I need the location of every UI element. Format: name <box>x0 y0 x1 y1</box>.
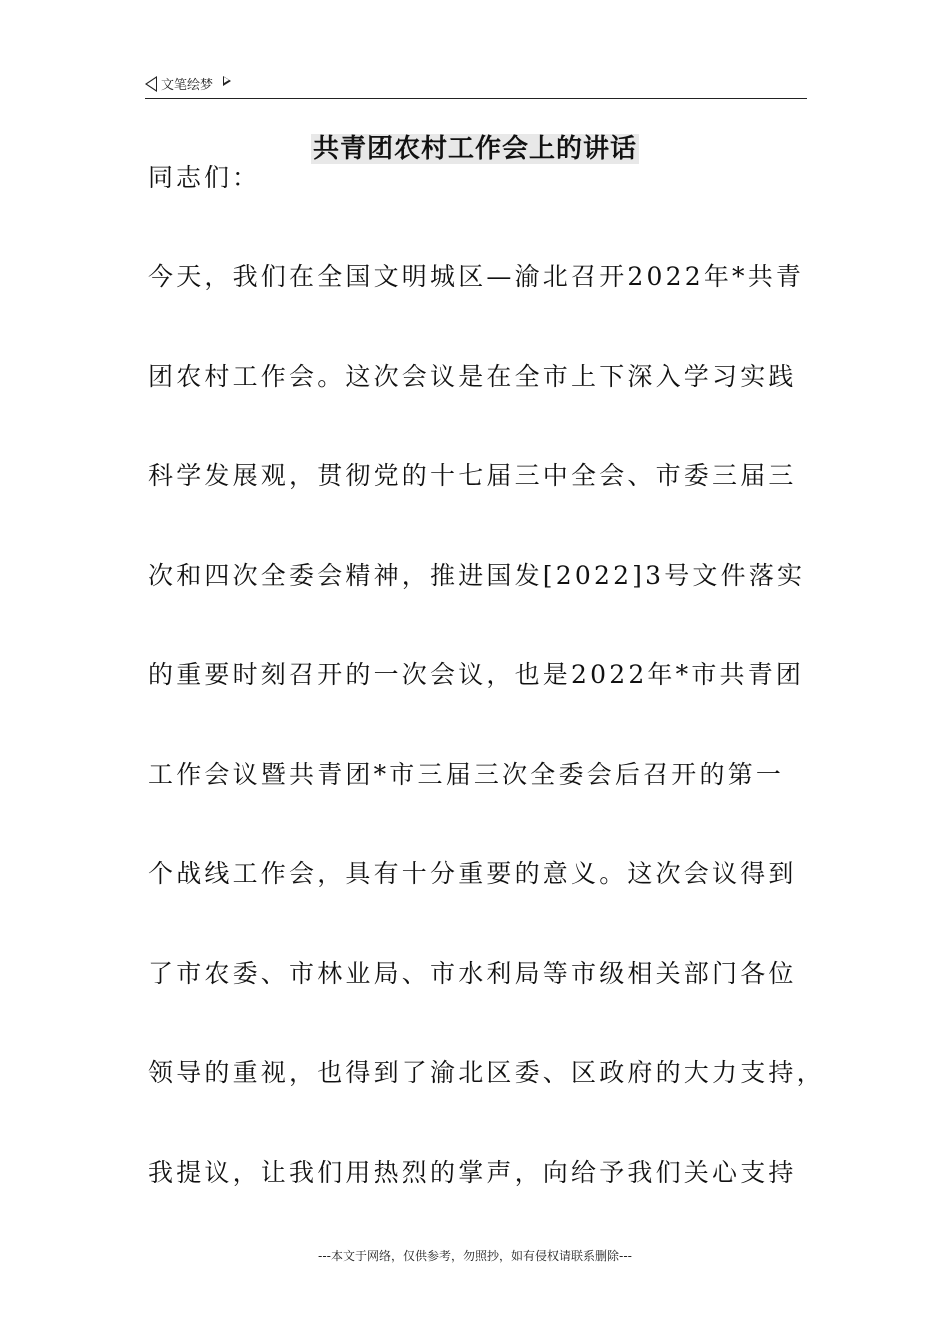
page-header <box>145 72 807 99</box>
body-line: 次和四次全委会精神，推进国发[2022]3号文件落实 <box>148 561 806 590</box>
document-title-wrap <box>0 128 950 165</box>
footer-disclaimer: ---本文于网络，仅供参考，勿照抄，如有侵权请联系删除--- <box>318 1249 632 1263</box>
document-title: 共青团农村工作会上的讲话 <box>312 134 637 164</box>
body-line: 的重要时刻召开的一次会议，也是2022年*市共青团 <box>148 660 805 689</box>
body-line: 个战线工作会，具有十分重要的意义。这次会议得到 <box>148 859 797 888</box>
body-line: 我提议，让我们用热烈的掌声，向给予我们关心支持 <box>148 1158 797 1187</box>
header-brand <box>145 74 231 93</box>
body-line: 团农村工作会。这次会议是在全市上下深入学习实践 <box>148 362 797 391</box>
right-triangle-icon <box>223 76 231 86</box>
body-line: 工作会议暨共青团*市三届三次全委会后召开的第一 <box>148 760 785 789</box>
body-line: 今天，我们在全国文明城区—渝北召开2022年*共青 <box>148 262 805 291</box>
body-line: 领导的重视，也得到了渝北区委、区政府的大力支持， <box>148 1058 825 1087</box>
left-triangle-icon <box>145 76 157 92</box>
header-brand-text: 文笔绘梦 <box>161 78 214 93</box>
greeting: 同志们： <box>148 163 261 192</box>
body-line: 了市农委、市林业局、市水利局等市级相关部门各位 <box>148 959 797 988</box>
body-line: 科学发展观，贯彻党的十七届三中全会、市委三届三 <box>148 461 797 490</box>
